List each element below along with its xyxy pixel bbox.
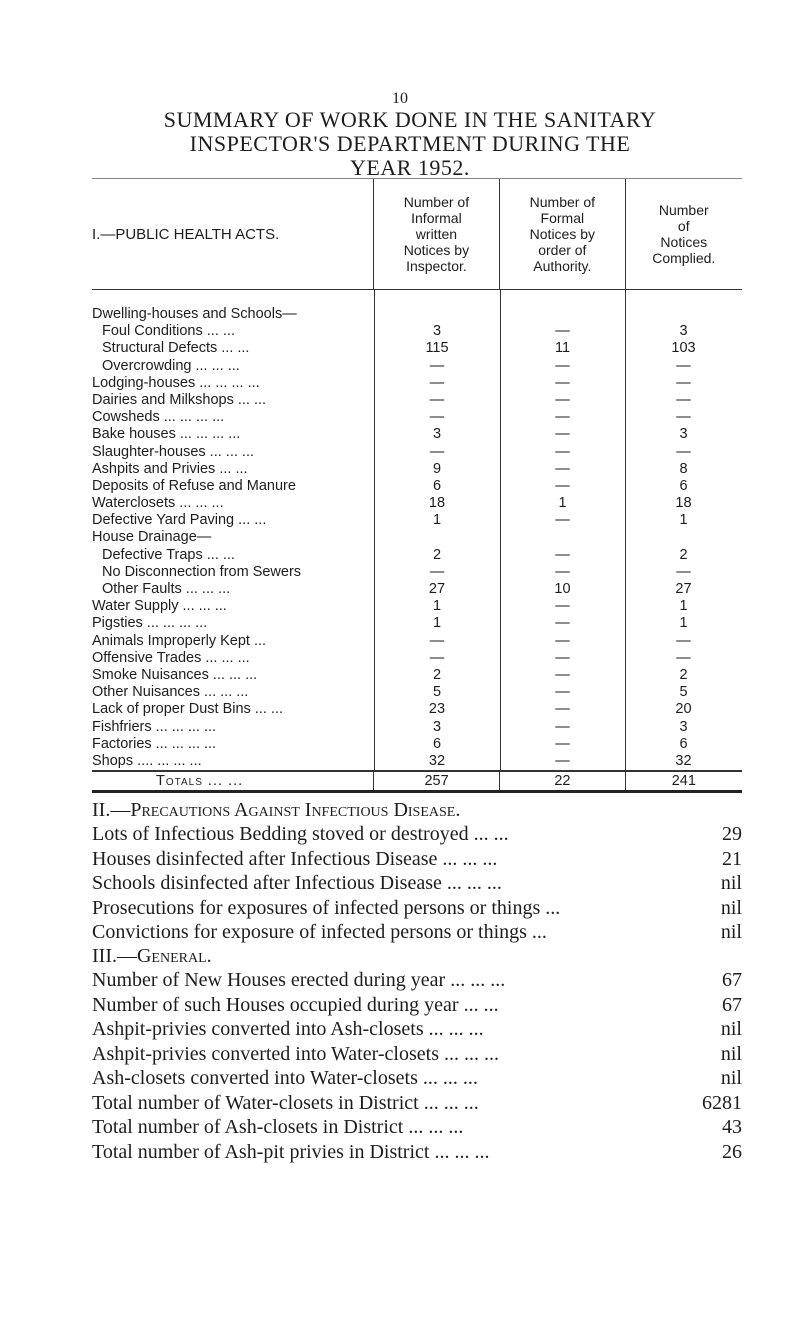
notices-complied-cell: — (676, 632, 691, 649)
item-label: Schools disinfected after Infectious Disease ... ... ... (92, 872, 502, 894)
table-row (92, 358, 742, 375)
row-label: Defective Yard Paving ... ... (92, 512, 267, 529)
informal-notices-cell: — (429, 374, 445, 391)
table-row (92, 547, 742, 564)
table-row (92, 598, 742, 615)
row-label: Slaughter-houses ... ... ... (92, 443, 254, 460)
item-value: nil (720, 1042, 742, 1065)
table-row (92, 753, 742, 770)
item-value: 21 (722, 847, 742, 870)
item-value: nil (720, 896, 742, 919)
item-label: Convictions for exposure of infected persons or things ... (92, 921, 547, 943)
row-label: Structural Defects ... ... (102, 340, 250, 357)
formal-notices-cell: — (555, 477, 570, 494)
notices-complied-cell: 3 (679, 323, 688, 340)
page-number: 10 (392, 90, 408, 107)
informal-notices-cell: — (429, 649, 445, 666)
informal-notices-cell: — (429, 443, 445, 460)
formal-notices-cell (500, 306, 625, 323)
list-item (92, 847, 742, 872)
list-item (92, 968, 742, 993)
item-value: 26 (722, 1140, 742, 1163)
informal-notices-cell: 3 (432, 323, 442, 340)
informal-notices-cell: 32 (428, 752, 446, 769)
informal-notices-cell: 115 (425, 340, 449, 357)
table-row (92, 581, 742, 598)
table-row (92, 392, 742, 409)
formal-notices-cell: — (555, 615, 570, 632)
notices-complied-cell: 1 (679, 512, 688, 529)
row-label: Overcrowding ... ... ... (102, 357, 240, 374)
notices-complied-cell: — (676, 649, 691, 666)
notices-complied-cell: — (676, 443, 691, 460)
table-row (92, 719, 742, 736)
notices-complied-cell: 8 (679, 460, 688, 477)
item-value: nil (720, 872, 742, 894)
notices-complied-cell: 32 (675, 752, 692, 769)
formal-notices-cell: — (555, 752, 570, 769)
item-value: nil (720, 1067, 742, 1089)
informal-notices-cell: 2 (432, 546, 442, 563)
notices-complied-cell: 2 (679, 546, 688, 563)
row-label: Cowsheds ... ... ... ... (92, 409, 225, 426)
informal-notices-cell: 1 (432, 615, 442, 632)
table-row (92, 461, 742, 478)
item-label: Lots of Infectious Bedding stoved or destroyed ... ... (92, 823, 509, 845)
totals-row (92, 771, 742, 793)
formal-notices-cell: — (555, 374, 570, 391)
formal-notices-cell: 10 (554, 581, 571, 597)
informal-notices-cell: 9 (432, 460, 442, 477)
row-label: Offensive Trades ... ... ... (92, 649, 250, 666)
column-header-formal-notices: Number of Formal Notices by order of Authority. (499, 179, 624, 289)
row-label: Animals Improperly Kept ... (92, 632, 267, 649)
list-item (92, 1017, 742, 1042)
informal-notices-cell: — (429, 357, 445, 374)
list-item (92, 1042, 742, 1067)
table-row (92, 633, 742, 650)
informal-notices-cell: 27 (428, 581, 446, 597)
item-label: Number of New Houses erected during year ... ... ... (92, 969, 506, 991)
informal-notices-cell: 6 (432, 735, 442, 752)
row-label: Smoke Nuisances ... ... ... (92, 666, 258, 683)
row-label: Other Nuisances ... ... ... (92, 684, 249, 701)
notices-complied-cell: — (676, 374, 691, 391)
table-row (92, 375, 742, 392)
informal-notices-cell: 6 (432, 477, 442, 494)
row-label: Fishfriers ... ... ... ... (92, 718, 217, 735)
formal-notices-cell: — (555, 563, 570, 580)
notices-complied-cell: 1 (679, 615, 688, 632)
informal-notices-cell: 23 (428, 701, 446, 718)
informal-notices-cell: 1 (432, 598, 442, 615)
title-line-2: INSPECTOR'S DEPARTMENT DURING THE (189, 131, 631, 156)
list-item (92, 1066, 742, 1091)
notices-complied-cell: 3 (679, 426, 688, 443)
totals-complied: 241 (625, 772, 742, 790)
table-row (92, 478, 742, 495)
row-label: Dairies and Milkshops ... ... (92, 391, 267, 408)
formal-notices-cell: — (555, 391, 570, 408)
informal-notices-cell: — (429, 409, 445, 426)
totals-label: Totals ... ... (156, 773, 244, 790)
row-label: Dwelling-houses and Schools— (92, 306, 297, 322)
row-label: House Drainage— (92, 529, 212, 546)
notices-complied-cell: 103 (671, 340, 696, 357)
table-row (92, 444, 742, 461)
precautions-section (92, 798, 742, 945)
item-label: Houses disinfected after Infectious Disease ... ... ... (92, 847, 498, 870)
formal-notices-cell: — (555, 512, 570, 529)
item-label: Ashpit-privies converted into Water-closets ... ... ... (92, 1042, 499, 1065)
row-label: Other Faults ... ... ... (102, 581, 231, 597)
item-value: nil (720, 1018, 742, 1040)
item-value: nil (720, 921, 742, 943)
informal-notices-cell: — (429, 391, 445, 408)
informal-notices-cell: 3 (432, 426, 442, 443)
public-health-acts-table (92, 178, 742, 793)
notices-complied-cell (625, 529, 742, 546)
informal-notices-cell (374, 306, 500, 323)
formal-notices-cell: 1 (558, 495, 567, 512)
item-value: 29 (722, 823, 742, 845)
row-label: Ashpits and Privies ... ... (92, 460, 248, 477)
notices-complied-cell: 20 (675, 701, 692, 718)
notices-complied-cell: — (676, 357, 691, 374)
row-label: No Disconnection from Sewers (102, 563, 302, 580)
table-section-heading: I.—PUBLIC HEALTH ACTS. (92, 225, 280, 243)
formal-notices-cell: — (555, 632, 570, 649)
item-label: Number of such Houses occupied during year ... ... (92, 993, 499, 1016)
formal-notices-cell: — (555, 701, 570, 718)
item-label: Ashpit-privies converted into Ash-closets ... ... ... (92, 1018, 484, 1040)
column-header-notices-complied: Number of Notices Complied. (625, 179, 742, 289)
formal-notices-cell: — (555, 426, 570, 443)
general-section (92, 944, 742, 1164)
informal-notices-cell (374, 529, 500, 546)
row-label: Water Supply ... ... ... (92, 598, 227, 615)
item-label: Total number of Water-closets in District ... ... ... (92, 1091, 479, 1114)
informal-notices-cell: — (429, 563, 445, 580)
table-row (92, 512, 742, 529)
table-row (92, 409, 742, 426)
notices-complied-cell (625, 306, 742, 323)
item-value: 67 (722, 969, 742, 991)
item-label: Ash-closets converted into Water-closets ... ... ... (92, 1067, 478, 1089)
formal-notices-cell: — (555, 718, 570, 735)
table-row (92, 564, 742, 581)
table-row (92, 650, 742, 667)
table-row (92, 615, 742, 632)
informal-notices-cell: 2 (432, 666, 442, 683)
informal-notices-cell: 5 (432, 684, 442, 701)
notices-complied-cell: 2 (679, 666, 688, 683)
column-header-informal-notices: Number of Informal written Notices by Inspector. (373, 179, 499, 289)
formal-notices-cell: — (555, 649, 570, 666)
item-label: Total number of Ash-pit privies in District ... ... ... (92, 1140, 490, 1163)
row-label: Deposits of Refuse and Manure (92, 477, 296, 494)
informal-notices-cell: 3 (432, 718, 442, 735)
list-item (92, 871, 742, 896)
formal-notices-cell: — (555, 735, 570, 752)
formal-notices-cell: 11 (554, 340, 571, 357)
formal-notices-cell: — (555, 443, 570, 460)
table-row (92, 701, 742, 718)
totals-formal: 22 (499, 772, 624, 790)
notices-complied-cell: 27 (675, 581, 692, 597)
row-label: Shops .... ... ... ... (92, 752, 202, 769)
row-label: Pigsties ... ... ... ... (92, 615, 208, 632)
totals-informal: 257 (373, 772, 499, 790)
formal-notices-cell: — (555, 598, 570, 615)
list-item (92, 993, 742, 1018)
title-line-1: SUMMARY OF WORK DONE IN THE SANITARY (163, 107, 657, 132)
item-value: 43 (722, 1116, 742, 1138)
table-row (92, 529, 742, 546)
notices-complied-cell: — (676, 391, 691, 408)
precautions-heading: II.—Precautions Against Infectious Disease. (92, 799, 461, 821)
formal-notices-cell: — (555, 546, 570, 563)
list-item (92, 1091, 742, 1116)
formal-notices-cell: — (555, 323, 570, 340)
list-item (92, 1115, 742, 1140)
list-item (92, 896, 742, 921)
informal-notices-cell: — (429, 632, 445, 649)
formal-notices-cell: — (555, 357, 570, 374)
table-row (92, 667, 742, 684)
page-title (70, 108, 750, 180)
table-row (92, 323, 742, 340)
table-body (92, 290, 742, 771)
notices-complied-cell: 5 (679, 684, 688, 701)
informal-notices-cell: 18 (428, 495, 446, 512)
row-label: Waterclosets ... ... ... (92, 495, 224, 512)
row-label: Lodging-houses ... ... ... ... (92, 374, 260, 391)
item-label: Prosecutions for exposures of infected persons or things ... (92, 896, 561, 919)
table-header (92, 178, 742, 290)
item-value: 6281 (702, 1091, 742, 1114)
item-value: 67 (722, 993, 742, 1016)
table-row (92, 684, 742, 701)
row-label: Foul Conditions ... ... (102, 323, 235, 340)
item-label: Total number of Ash-closets in District ... ... ... (92, 1116, 464, 1138)
list-item (92, 1140, 742, 1165)
list-item (92, 822, 742, 847)
formal-notices-cell: — (555, 460, 570, 477)
row-label: Defective Traps ... ... (102, 546, 235, 563)
table-row (92, 495, 742, 512)
notices-complied-cell: 1 (679, 598, 688, 615)
table-row (92, 736, 742, 753)
row-label: Factories ... ... ... ... (92, 735, 217, 752)
formal-notices-cell: — (555, 684, 570, 701)
notices-complied-cell: 6 (679, 735, 688, 752)
row-label: Bake houses ... ... ... ... (92, 426, 241, 443)
notices-complied-cell: 18 (675, 495, 692, 512)
formal-notices-cell: — (555, 666, 570, 683)
informal-notices-cell: 1 (432, 512, 442, 529)
general-heading: III.—General. (92, 945, 212, 967)
row-label: Lack of proper Dust Bins ... ... (92, 701, 283, 718)
table-row (92, 340, 742, 357)
title-line-3: YEAR 1952. (350, 155, 470, 180)
notices-complied-cell: 6 (679, 477, 688, 494)
table-row (92, 426, 742, 443)
notices-complied-cell: — (676, 409, 691, 426)
formal-notices-cell (500, 529, 625, 546)
formal-notices-cell: — (555, 409, 570, 426)
notices-complied-cell: — (676, 563, 691, 580)
table-row (92, 306, 742, 323)
notices-complied-cell: 3 (679, 718, 688, 735)
list-item (92, 920, 742, 945)
